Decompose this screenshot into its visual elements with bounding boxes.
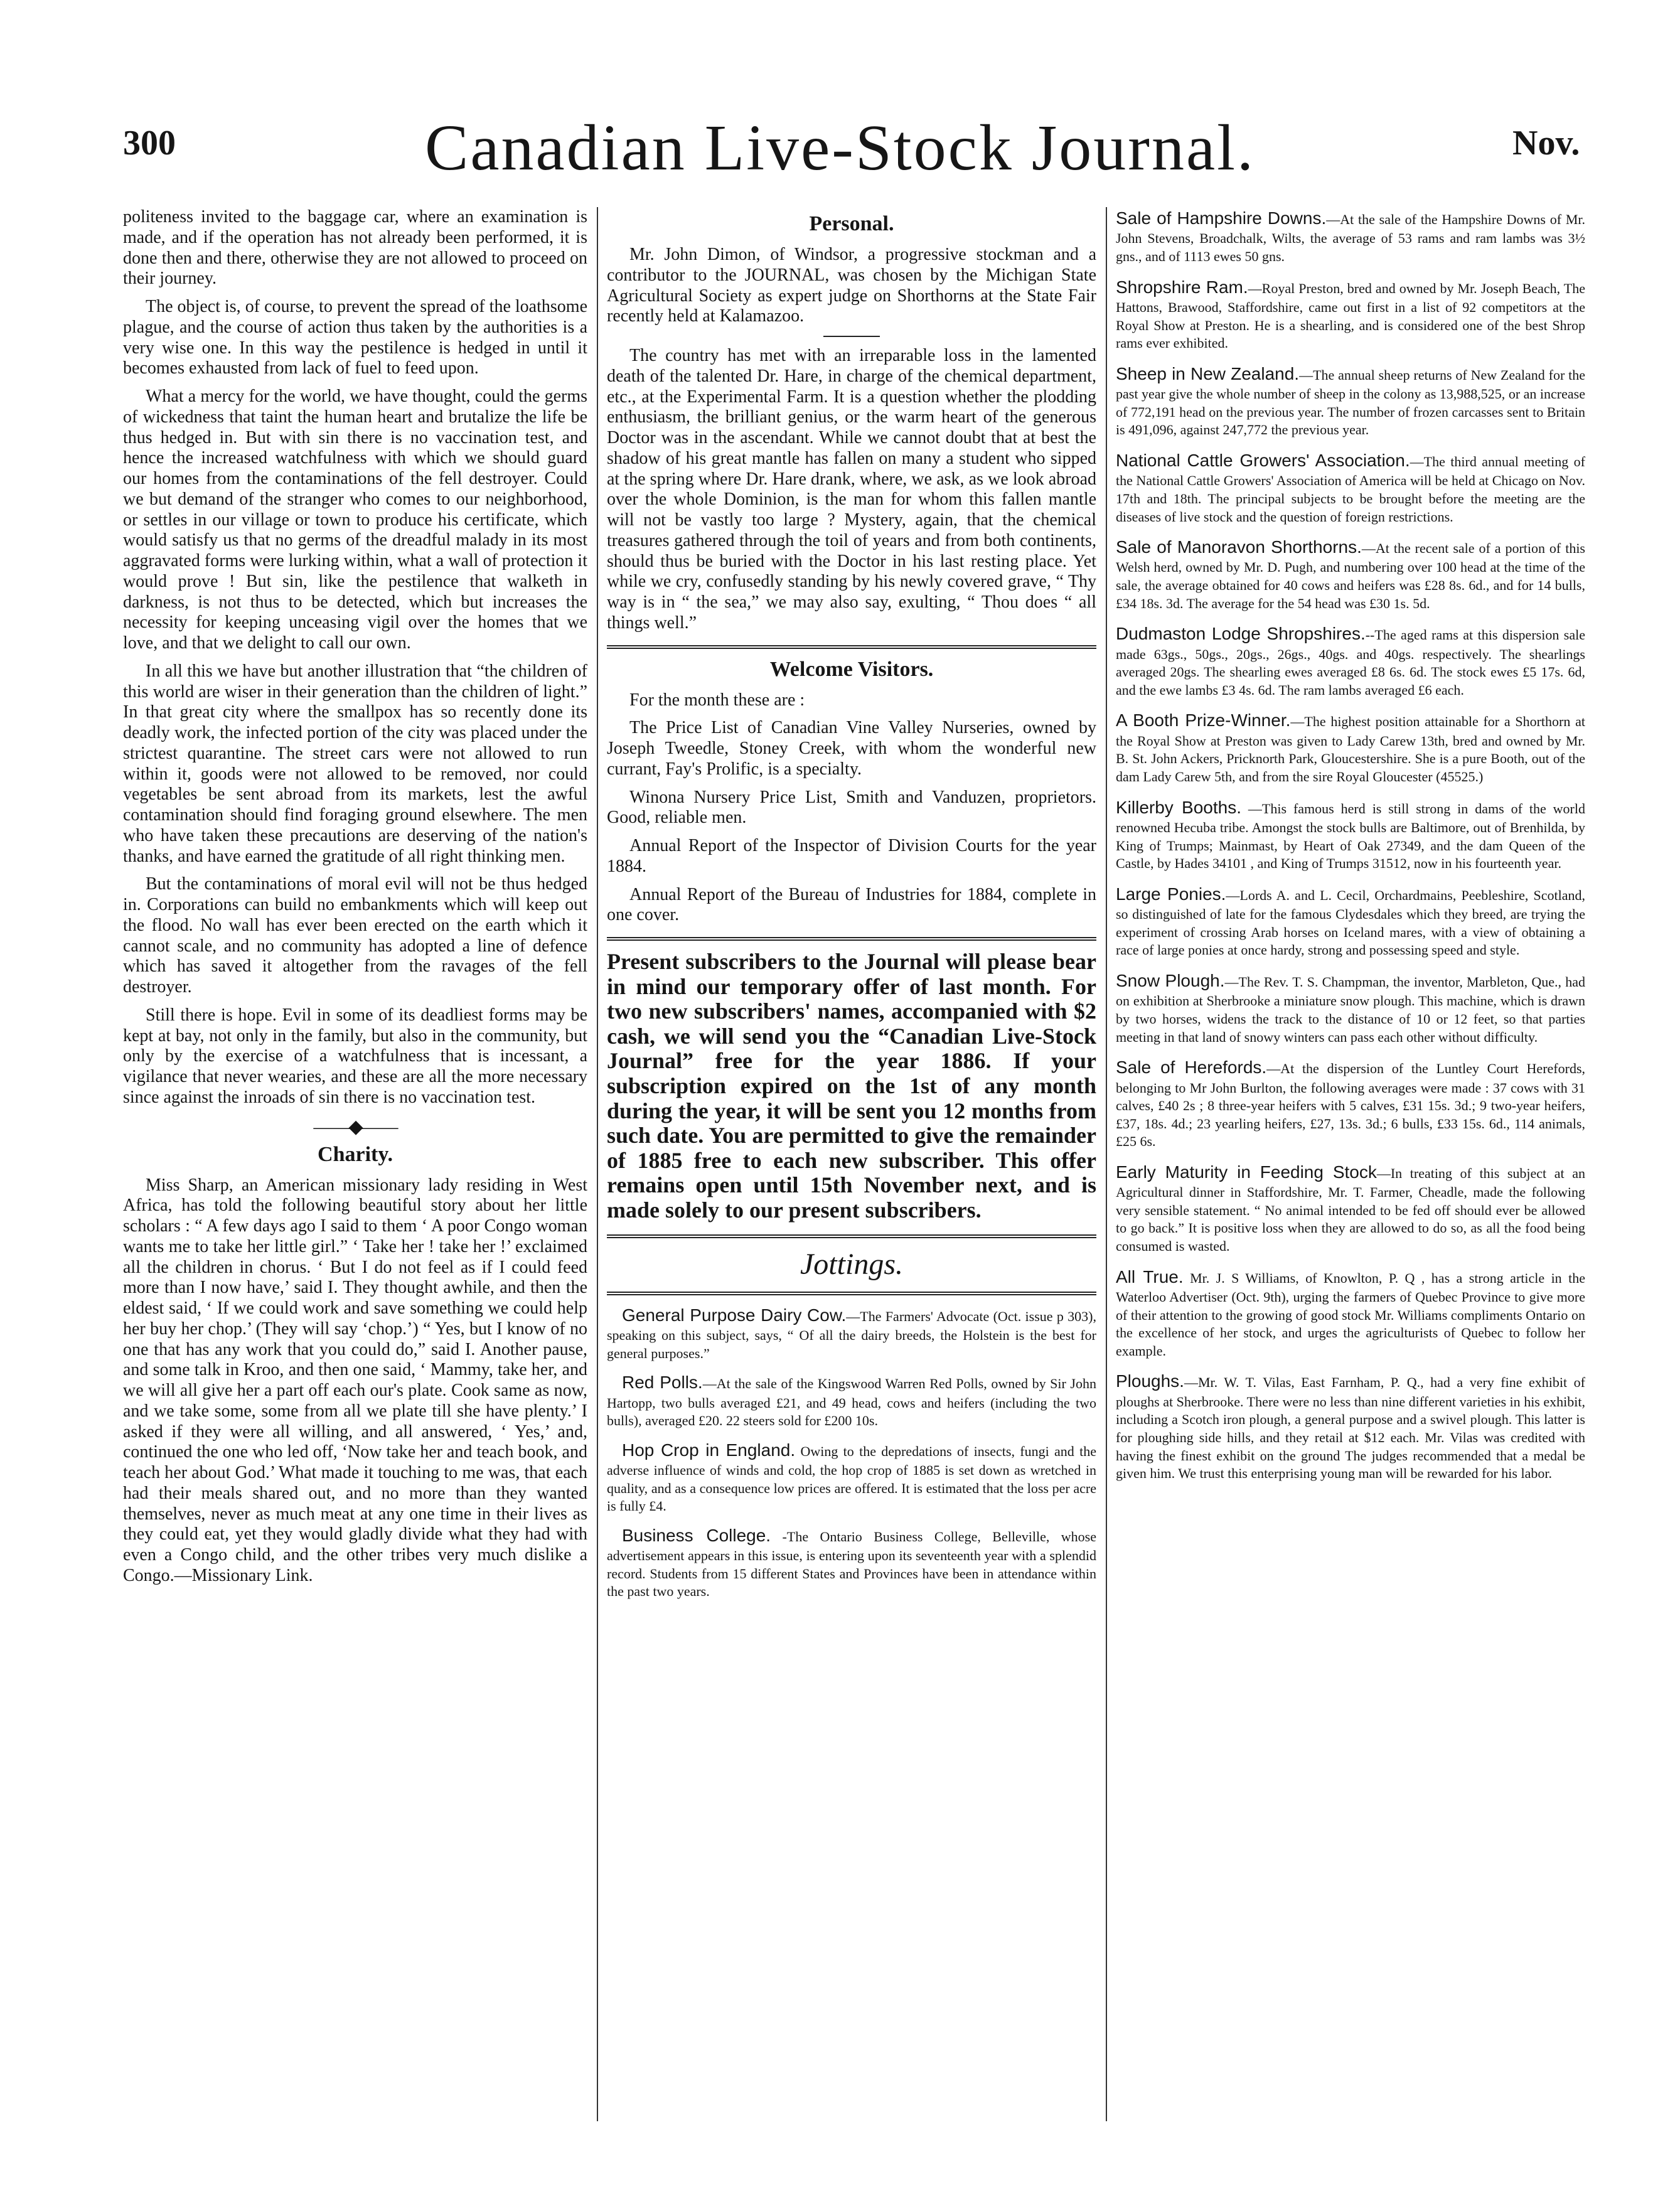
news-item [1116, 536, 1585, 613]
jotting-item [607, 1371, 1096, 1430]
personal-paragraph: The country has met with an irreparable loss in the lamented death of the talented Dr. Hare, in charge of the chemical department, etc., at the Experimental Farm. It is a question whether the plodding enthusiasm, the brilliant genius, or the warm heart of the generous Doctor was in the ascendant. While we cannot doubt that at best the shadow of his great mantle has fallen on many a student who sipped at the spring where Dr. Hare drank, where, we ask, as we look abroad over the whole Dominion, is the man for whom this fallen mantle will not be vastly too large ? Mystery, again, that the chemical treasures gathered through the toil of years and from both continents, should thus be buried with the Doctor in his last resting place. Yet while we cry, confusedly standing by his newly covered grave, “ Thy way is in “ the sea,” we may also say, exulting, “ Thou does “ all things well.” [607, 346, 1096, 633]
charity-heading: Charity. [318, 1142, 393, 1166]
news-item [1116, 709, 1585, 786]
news-item [1116, 449, 1585, 526]
news-item-text: —Mr. W. T. Vilas, East Farnham, P. Q., had a very fine exhibit of ploughs at Sherbrooke. There were no less than nine different varieties in his exhibit, including a Scotch iron plough, a general purpose and a swivel plough. This latter is for ploughing side hills, and they retail at $12 each. Mr. Vilas was credited with having the finest exhibit on the ground The judges recommended that a medal be given him. We trust this enterprising young man will be rewarded for his labor. [1116, 1374, 1585, 1482]
visitors-paragraph: Annual Report of the Inspector of Division Courts for the year 1884. [607, 836, 1096, 876]
jotting-title: Hop Crop in England. [622, 1440, 796, 1460]
paragraph: But the contaminations of moral evil will not be thus hedged in. Corporations can build no embankments which will keep out the flood. No wall has ever been erected on the earth which it cannot scale, and no community has adopted a line of defence which has saved it altogether from the ravages of the fell destroyer. [123, 874, 587, 997]
personal-paragraph: Mr. John Dimon, of Windsor, a progressive stockman and a contributor to the JOURNAL, was chosen by the Michigan State Agricultural Society as expert judge on Shorthorns at the State Fair recently held at Kalamazoo. [607, 245, 1096, 326]
paragraph: What a mercy for the world, we have thought, could the germs of wickedness that taint the human heart and brutalize the life be thus hedged in. But with sin there is no vaccination test, and hence the increased watchfulness with which we should guard our homes from the contaminations of the fell destroyer. Could we but demand of the stranger who comes to our neighborhood, or settles in our village or town to produce his certificate, which would satisfy us that no germs of the dreadful malady in its most aggravated forms were lurking within, what a wall of protection it would prove ! But sin, like the pestilence that walketh in darkness, is not thus to be detected, which but increases the necessity for keeping unceasing vigil over the homes that we love, and that we delight to call our own. [123, 387, 587, 653]
section-divider [607, 1292, 1096, 1295]
news-item-title: All True. [1116, 1266, 1184, 1287]
news-item-text: —Lords A. and L. Cecil, Orchardmains, Peebleshire, Scotland, so distinguished of late for the famous Clydesdales which they breed, are trying the experiment of crossing Arab horses on Iceland mares, with a view of obtaining a race of large ponies at once hardy, strong and possessing speed and style. [1116, 887, 1585, 958]
news-item [1116, 276, 1585, 353]
jotting-title: Business College. [622, 1525, 771, 1545]
news-item [1116, 207, 1585, 266]
paragraph: Still there is hope. Evil in some of its deadliest forms may be kept at bay, not only in the family, but also in the community, but only by the exercise of a watchfulness that is incessant, a vigilance that never wearies, and these are all the more necessary since against the inroads of sin there is no vaccination test. [123, 1005, 587, 1107]
middle-column [607, 207, 1096, 2139]
news-item-title: Shropshire Ram. [1116, 277, 1248, 297]
news-item-text: —The Rev. T. S. Champman, the inventor, Marbleton, Que., had on exhibition at Sherbrooke a miniature snow plough. This machine, which is drawn by two horses, widens the track to the distance of 10 or 12 feet, so that parties meeting in that land of snowy winters can pass each other without difficulty. [1116, 973, 1585, 1045]
column-divider [597, 207, 598, 2121]
news-item [1116, 363, 1585, 439]
news-item [1116, 623, 1585, 699]
news-item-text: —At the sale of the Hampshire Downs of Mr. John Stevens, Broadchalk, Wilts, the average of 53 rams and ram lambs was 3½ gns., and of 1113 ewes 50 gns. [1116, 211, 1585, 264]
charity-article: Miss Sharp, an American missionary lady residing in West Africa, has told the following beautiful story about her little scholars : “ A few days ago I said to them ‘ A poor Congo woman wants me to take her little girl.” ‘ Take her ! take her !’ exclaimed all the children in chorus. ‘ But I do not feel as if I could feed more than I now have,’ said I. They thought awhile, and then the eldest said, ‘ If we could work and save something we could help her buy her chop.’ (They will say ‘chop.’) “ Yes, but I know of no one that has any work that you could do,” said I. Another pause, and some talk in Kroo, and then one said, ‘ Mammy, take her, and we will all give her a part off each our's plate. Cook same as now, and we take some, some from all we plate till she have plenty.’ I asked if they were all willing, and all answered, ‘ Yes,’ and, continued the one who led off, ‘Now take her and teach book, and teach her about God.’ What made it touching to me was, that each had their meals shared out, and no more than they wanted themselves, never as much meat at any one time in their lives as they could eat, yet they would gladly divide what they had with even a Congo child, and the other tribes very much dislike a Congo.—Missionary Link. [123, 1175, 587, 1585]
left-column [123, 207, 587, 2139]
visitors-heading: Welcome Visitors. [769, 657, 934, 681]
section-divider [607, 937, 1096, 941]
news-item-title: Sale of Herefords. [1116, 1057, 1267, 1078]
news-item-text: --The aged rams at this dispersion sale made 63gs., 50gs., 20gs., 26gs., 40gs. and 40gs. respectively. The shearlings averaged 20gs. The shearling ewes averaged £8 6s. 6d. The stock ewes £5 17s. 6d, and the ewe lambs £3 4s. 6d. The ram lambs averaged £6 each. [1116, 627, 1585, 698]
jotting-text: -The Ontario Business College, Belleville, whose advertisement appears in this issue, is entering upon its seventeenth year with a splendid record. Students from 15 different States and Provinces have been in attendance within the past two years. [607, 1528, 1096, 1600]
news-item-title: National Cattle Growers' Association. [1116, 450, 1410, 470]
paragraph: In all this we have but another illustration that “the children of this world are wiser in their generation than the children of light.” In that great city where the smallpox has so recently done its deadly work, the infected portion of the city was placed under the strictest quarantine. The street cars were not allowed to run within it, goods were not allowed to be removed, nor could vegetables be sent abroad from its markets, lest the awful contamination should find foraging ground elsewhere. The men who have taken these precautions are deserving of the nation's thanks, and have earned the gratitude of all right thinking men. [123, 661, 587, 866]
visitors-paragraph: The Price List of Canadian Vine Valley Nurseries, owned by Joseph Tweedle, Stoney Creek, with whom the wonderful new currant, Fay's Prolific, is a specialty. [607, 718, 1096, 779]
news-item-title: Sheep in New Zealand. [1116, 363, 1300, 383]
issue-month: Nov. [1512, 124, 1580, 163]
jotting-title: General Purpose Dairy Cow. [622, 1305, 847, 1325]
news-item [1116, 1370, 1585, 1482]
news-item-title: Snow Plough. [1116, 970, 1225, 990]
page-number: 300 [123, 124, 176, 163]
news-item-text: —The annual sheep returns of New Zealand for the past year give the whole number of sheep in the colony as 13,988,525, or an increase of 772,191 head on the previous year. The number of frozen carcasses sent to Britain is 491,096, against 247,772 the previous year. [1116, 367, 1585, 438]
news-item [1116, 796, 1585, 873]
visitors-paragraph: Winona Nursery Price List, Smith and Vanduzen, proprietors. Good, reliable men. [607, 787, 1096, 828]
jotting-item [607, 1304, 1096, 1363]
visitors-paragraph: Annual Report of the Bureau of Industries for 1884, complete in one cover. [607, 884, 1096, 925]
news-item-text: —The highest position attainable for a Shorthorn at the Royal Show at Preston was given to Lady Carew 13th, bred and owned by Mr. B. St. John Ackers, Pricknorth Park, Gloucestershire. She is a pure Booth, out of the dam Lady Carew 5th, and from the sire Royal Gloucester (45525.) [1116, 714, 1585, 785]
ornament-divider: ——◆—— [313, 1116, 397, 1137]
news-item-text: —At the dispersion of the Luntley Court Herefords, belonging to Mr John Burlton, the following averages were made : 37 cows with 31 calves, £40 2s ; 8 three-year heifers with 5 calves, £31 15s. 3d.; 9 two-year heifers, £37, 18s. 4d.; 23 yearling heifers, £27, 13s. 3d.; 6 bulls, £33 15s. 6d., 114 animals, £25 6s. [1116, 1061, 1585, 1150]
news-item [1116, 1266, 1585, 1361]
short-rule [823, 336, 880, 337]
news-item-title: Killerby Booths. [1116, 797, 1241, 817]
jotting-item [607, 1439, 1096, 1516]
news-item-text: —The third annual meeting of the National Cattle Growers' Association of America will be held at Chicago on Nov. 17th and 18th. The principal subjects to be brought before the meeting are the diseases of live stock and the question of foreign restrictions. [1116, 453, 1585, 525]
jotting-text: —At the sale of the Kingswood Warren Red Polls, owned by Sir John Hartopp, two bulls averaged £21, and 49 head, cows and heifers (including the two bulls), averaged £20. 22 steers sold for £200 10s. [607, 1376, 1096, 1429]
jottings-heading: Jottings. [800, 1247, 903, 1281]
news-item-title: Sale of Hampshire Downs. [1116, 208, 1327, 228]
journal-title: Canadian Live-Stock Journal. [424, 112, 1255, 184]
news-item [1116, 1161, 1585, 1256]
right-column [1116, 207, 1585, 2139]
paragraph: politeness invited to the baggage car, where an examination is made, and if the operation has not already been performed, it is done then and there, otherwise they are not allowed to proceed on their journey. [123, 207, 587, 289]
jotting-title: Red Polls. [622, 1373, 703, 1393]
visitors-paragraph: For the month these are : [629, 690, 805, 710]
news-item-text: —This famous herd is still strong in dams of the world renowned Hecuba tribe. Amongst the stock bulls are Baltimore, out of Brenhilda, by King of Trumps; Mainmast, by Heart of Oak 27349, and the dam Queen of the Castle, by Hades 34101 , and King of Trumps 31512, now in his fourteenth year. [1116, 800, 1585, 872]
news-item [1116, 970, 1585, 1046]
news-item-text: —In treating of this subject at an Agricultural dinner in Staffordshire, Mr. T. Farmer, Cheadle, made the following very sensible statement. “ No animal intended to be fed off should ever be allowed to go back.” It is positive loss when they are allowed to do so, as all the food being consumed is wasted. [1116, 1165, 1585, 1255]
news-item-text: Mr. J. S Williams, of Knowlton, P. Q , has a strong article in the Waterloo Advertiser (Oct. 9th), urging the farmers of Quebec Province to give more of their attention to the growing of good stock Mr. Williams compliments Ontario on the excellence of her stock, and urges the agriculturists of Quebec to follow her example. [1116, 1270, 1585, 1359]
jotting-text: —The Farmers' Advocate (Oct. issue p 303), speaking on this subject, says, “ Of all the dairy breeds, the Holstein is the best for general purposes.” [607, 1308, 1096, 1361]
jotting-item [607, 1524, 1096, 1601]
news-item [1116, 883, 1585, 960]
news-item-text: —At the recent sale of a portion of this Welsh herd, owned by Mr. D. Pugh, and numbering over 100 head at the time of the sale, the average obtained for 40 cows and heifers was £28 8s. 6d., and for 14 bulls, £34 18s. 3d. The average for the 54 head was £30 1s. 5d. [1116, 540, 1585, 611]
news-item-title: Early Maturity in Feeding Stock [1116, 1162, 1377, 1182]
news-item-title: Ploughs. [1116, 1371, 1184, 1391]
section-divider [607, 1234, 1096, 1238]
subscription-notice: Present subscribers to the Journal will please bear in mind our temporary offer of last month. For two new subscribers' names, accompanied with $2 cash, we will send you the “Canadian Live-Stock Journal” free for the year 1886. If your subscription expired on the 1st of any month during the year, it will be sent you 12 months from such date. You are permitted to give the remainder of 1885 free to each new subscriber. This offer remains open until 15th November next, and is made solely to our present subscribers. [607, 949, 1096, 1223]
news-item-title: Large Ponies. [1116, 884, 1226, 904]
news-item-text: —Royal Preston, bred and owned by Mr. Joseph Beach, The Hattons, Brawood, Staffordshire, came out first in a list of 92 competitors at the Royal Show at Preston. He is a shearling, and is considered one of the best Shrop rams ever exhibited. [1116, 280, 1585, 351]
news-item-title: Dudmaston Lodge Shropshires. [1116, 624, 1366, 644]
jotting-text: Owing to the depredations of insects, fungi and the adverse influence of winds and cold, the hop crop of 1885 is set down as wretched in quality, and as a consequence low prices are offered. It is estimated that the loss per acre is fully £4. [607, 1443, 1096, 1514]
news-item-title: A Booth Prize-Winner. [1116, 710, 1291, 731]
section-divider [607, 645, 1096, 649]
paragraph: The object is, of course, to prevent the spread of the loathsome plague, and the course of action thus taken by the authorities is a very wise one. In this way the pestilence is hedged in until it becomes exhausted from lack of fuel to feed upon. [123, 297, 587, 378]
news-item-title: Sale of Manoravon Shorthorns. [1116, 537, 1362, 557]
column-divider [1106, 207, 1107, 2121]
personal-heading: Personal. [809, 212, 894, 235]
news-item [1116, 1056, 1585, 1151]
